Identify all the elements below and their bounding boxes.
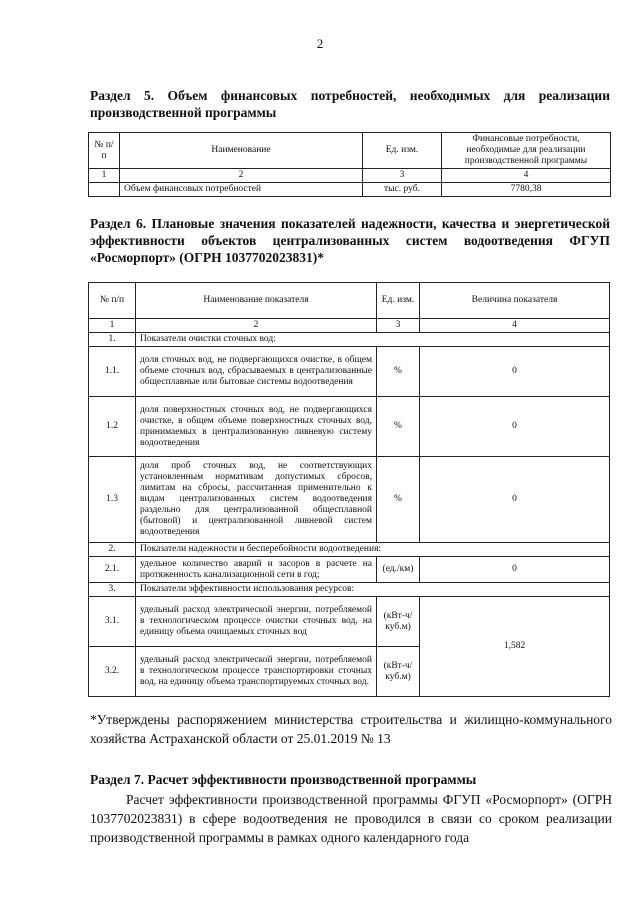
header-num: № п/п	[89, 283, 136, 319]
col-number: 3	[363, 169, 442, 183]
row-unit: тыс. руб.	[363, 183, 442, 197]
row-value: 0	[420, 347, 610, 397]
row-value: 0	[420, 457, 610, 543]
col-number: 2	[120, 169, 363, 183]
row-unit: (кВт-ч/куб.м)	[377, 647, 420, 697]
row-unit: %	[377, 347, 420, 397]
page-number: 2	[316, 36, 324, 51]
table-row	[89, 557, 610, 583]
section6-heading: Раздел 6. Плановые значения показателей надежности, качества и энергетической эффективности объектов централизованных систем водоотведения ФГУП «Росморпорт» (ОГРН 1037702023831)*	[90, 216, 610, 265]
col-number: 1	[89, 319, 136, 333]
row-num: 3.2.	[89, 647, 136, 697]
row-unit: (ед./км)	[377, 557, 420, 583]
header-unit: Ед. изм.	[377, 283, 420, 319]
row-num: 1.3	[89, 457, 136, 543]
row-num	[89, 183, 120, 197]
table-row	[89, 397, 610, 457]
row-unit: (кВт-ч/куб.м)	[377, 597, 420, 647]
financial-needs-table	[88, 132, 611, 197]
section7-heading: Раздел 7. Расчет эффективности производственной программы	[90, 772, 477, 787]
group-title: Показатели надежности и бесперебойности водоотведения:	[136, 543, 610, 557]
row-name: удельное количество аварий и засоров в расчете на протяженность канализационной сети в год;	[136, 557, 377, 583]
header-financial-needs: Финансовые потребности, необходимые для реализации производственной программы	[442, 133, 611, 169]
row-num: 3.1.	[89, 597, 136, 647]
header-indicator-name: Наименование показателя	[136, 283, 377, 319]
row-value: 7780,38	[442, 183, 611, 197]
row-name: удельный расход электрической энергии, потребляемой в технологическом процессе очистки сточных вод, на единицу объема очищаемых сточных вод	[136, 597, 377, 647]
group-num: 1.	[89, 333, 136, 347]
table-row	[89, 457, 610, 543]
indicators-table	[88, 282, 610, 697]
table-row	[89, 597, 610, 647]
row-value: 0	[420, 397, 610, 457]
col-number: 3	[377, 319, 420, 333]
header-indicator-value: Величина показателя	[420, 283, 610, 319]
row-name: удельный расход электрической энергии, потребляемой в технологическом процессе транспортировки сточных вод, на единицу объема транспортируемых сточных вод.	[136, 647, 377, 697]
col-number: 2	[136, 319, 377, 333]
group-row	[89, 583, 610, 597]
group-num: 3.	[89, 583, 136, 597]
group-title: Показатели эффективности использования ресурсов:	[136, 583, 610, 597]
group-num: 2.	[89, 543, 136, 557]
row-value: 0	[420, 557, 610, 583]
row-num: 1.1.	[89, 347, 136, 397]
group-row	[89, 333, 610, 347]
row-name: доля сточных вод, не подвергающихся очистке, в общем объеме сточных вод, сбрасываемых в централизованные общесплавные или бытовые системы водоотведения	[136, 347, 377, 397]
row-num: 2.1.	[89, 557, 136, 583]
row-unit: %	[377, 457, 420, 543]
col-number: 1	[89, 169, 120, 183]
table-row	[89, 347, 610, 397]
approval-note: *Утверждены распоряжением министерства строительства и жилищно-коммунального хозяйства Астраханской области от 25.01.2019 № 13	[90, 712, 612, 746]
row-unit: %	[377, 397, 420, 457]
table-row	[89, 183, 611, 197]
header-num: № п/п	[89, 133, 120, 169]
row-name: доля проб сточных вод, не соответствующих установленным нормативам допустимых сбросов, лимитам на сбросы, рассчитанная применительно к видам централизованных систем водоотведения раздельно для централизованной общесплавной (бытовой) и централизованной ливневой систем водоотведения	[136, 457, 377, 543]
row-num: 1.2	[89, 397, 136, 457]
section7-paragraph: Расчет эффективности производственной программы ФГУП «Росморпорт» (ОГРН 1037702023831) в сфере водоотведения не проводился в связи со сроком реализации производственной программы в рамках одного календарного года	[90, 792, 612, 845]
group-row	[89, 543, 610, 557]
row-value-merged: 1,582	[420, 597, 610, 697]
row-name: Объем финансовых потребностей	[120, 183, 363, 197]
section5-heading: Раздел 5. Объем финансовых потребностей, необходимых для реализации производственной программы	[90, 88, 610, 120]
group-title: Показатели очистки сточных вод:	[136, 333, 610, 347]
col-number: 4	[442, 169, 611, 183]
col-number: 4	[420, 319, 610, 333]
row-name: доля поверхностных сточных вод, не подвергающихся очистке, в общем объеме поверхностных сточных вод, принимаемых в централизованную ливневую систему водоотведения	[136, 397, 377, 457]
header-unit: Ед. изм.	[363, 133, 442, 169]
header-name: Наименование	[120, 133, 363, 169]
